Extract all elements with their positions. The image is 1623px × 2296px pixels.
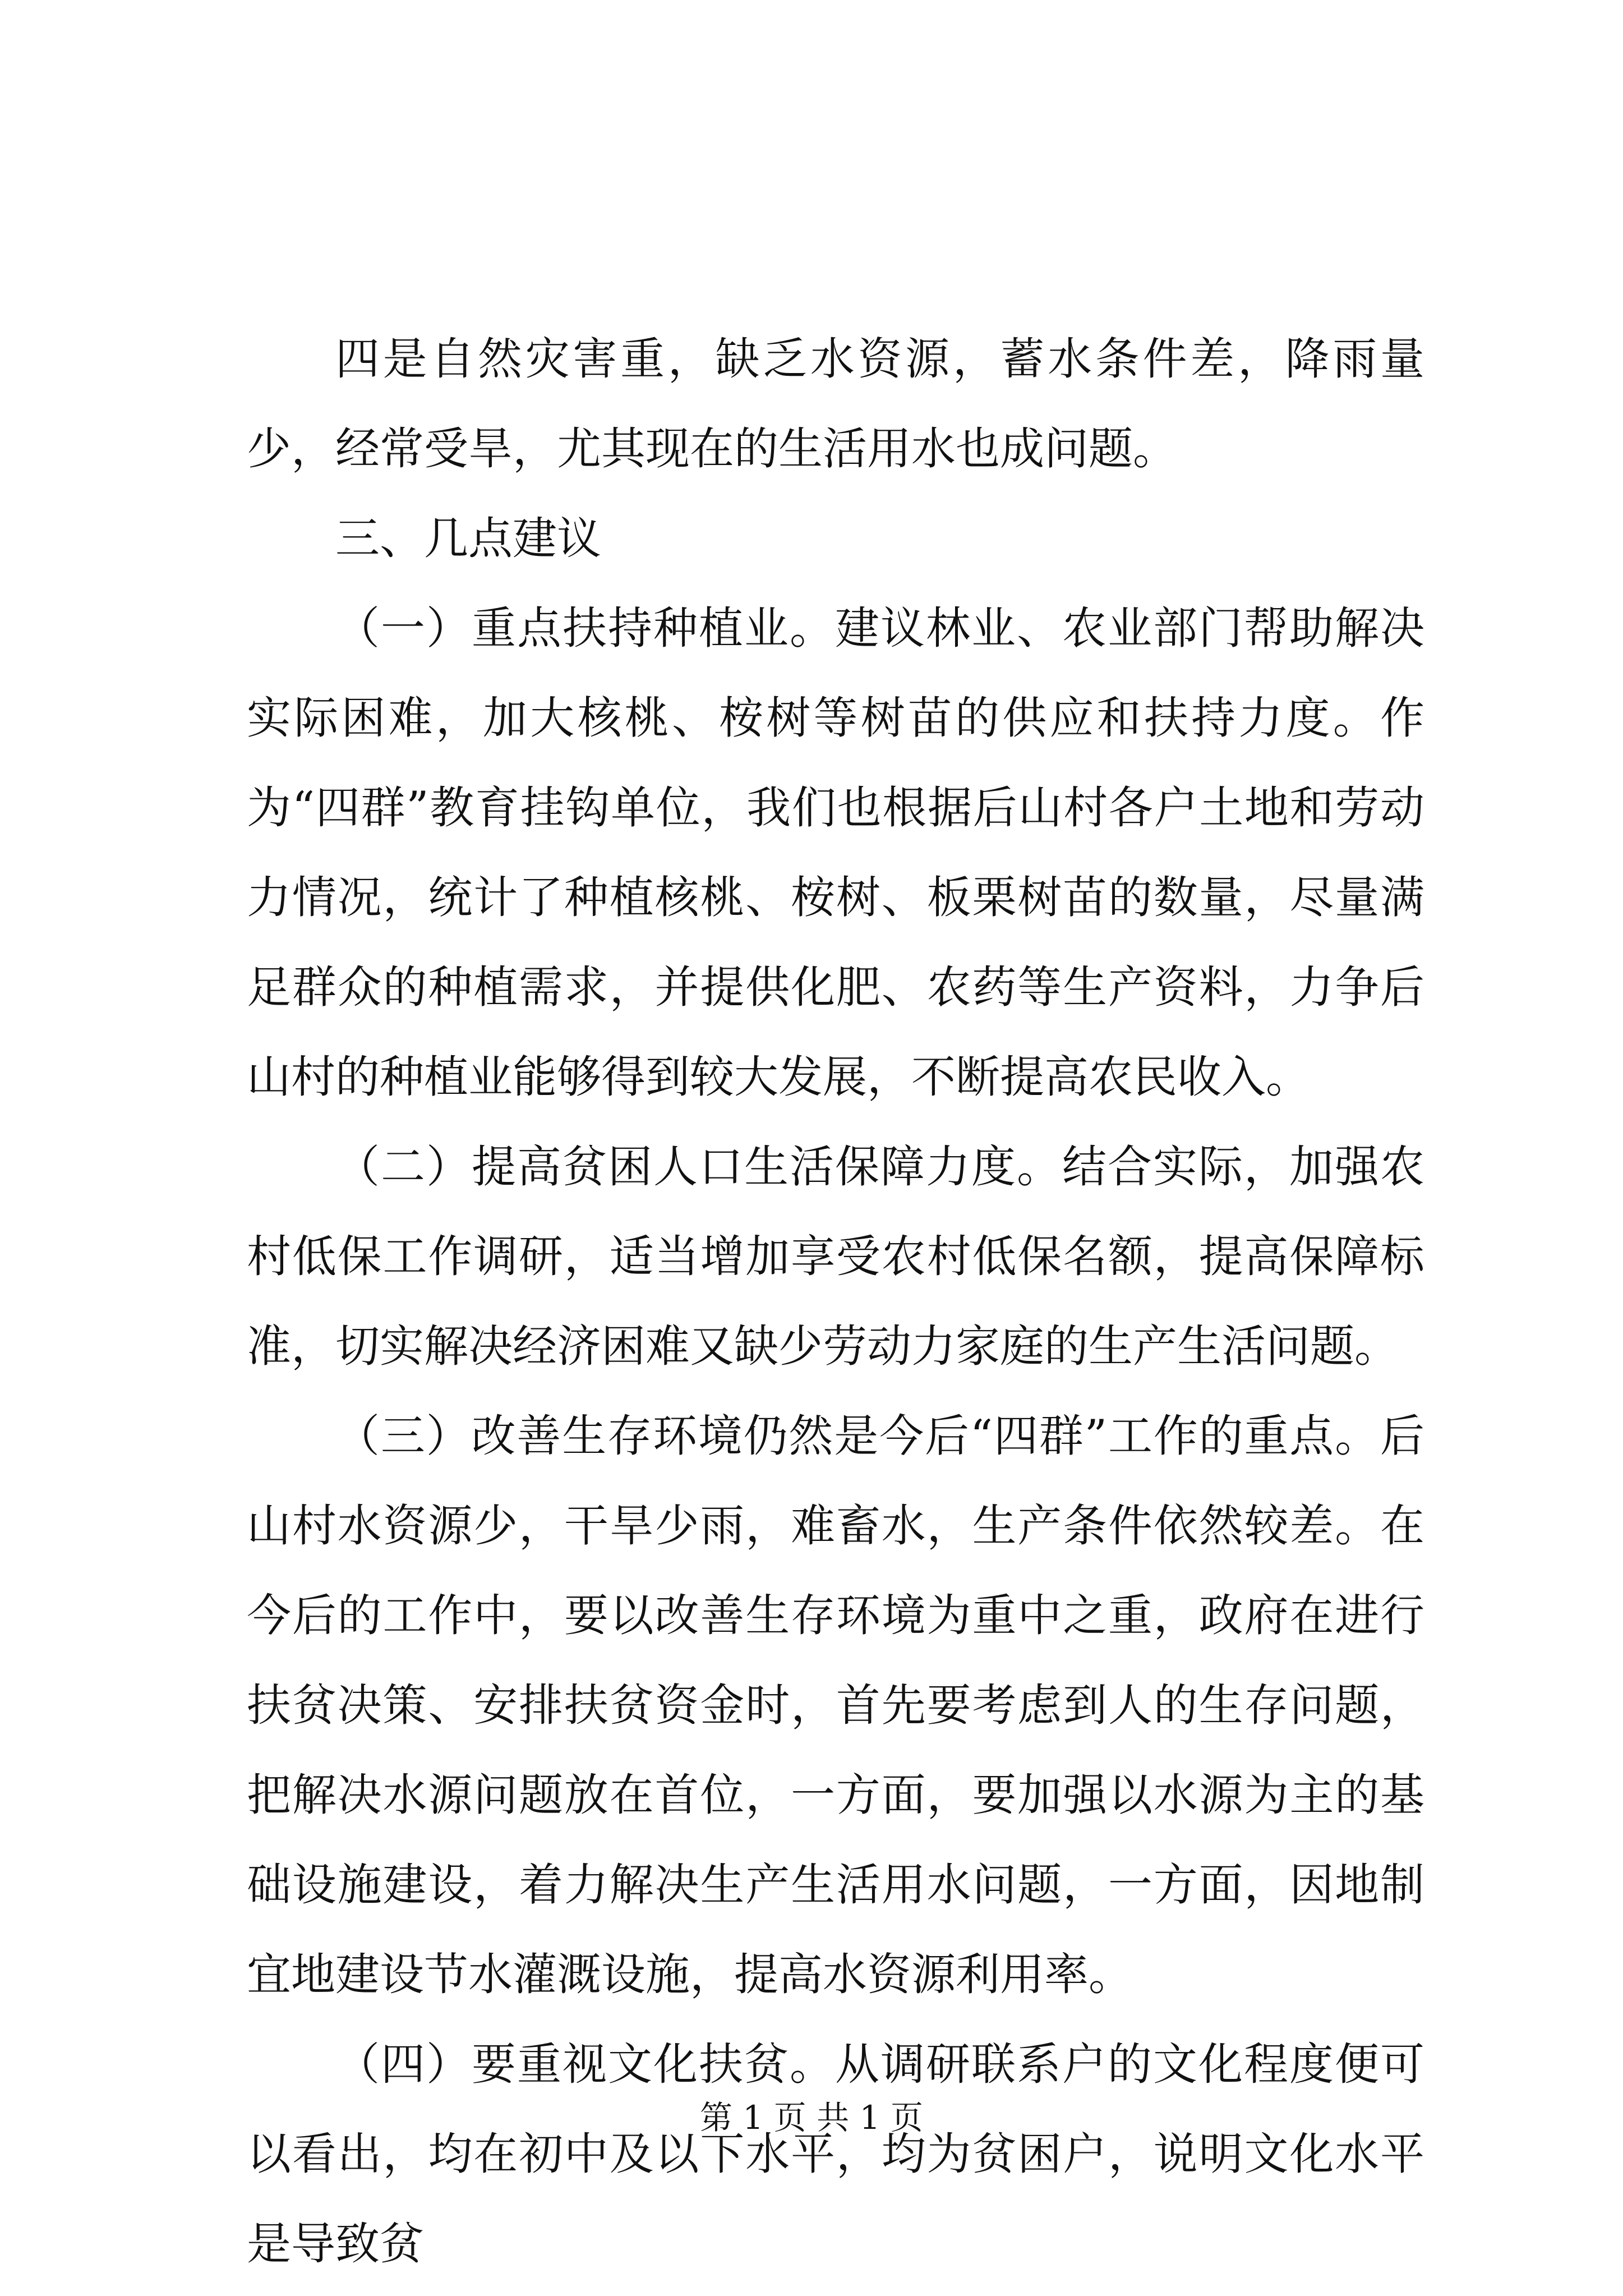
document-body — [247, 314, 1424, 2289]
section-heading-suggestions: 三、几点建议 — [335, 513, 601, 564]
paragraph-suggestion-2: （二）提高贫困人口生活保障力度。结合实际，加强农村低保工作调研，适当增加享受农村低保名额，提高保障标准，切实解决经济困难又缺少劳动力家庭的生产生活问题。 — [247, 1141, 1424, 1372]
paragraph-suggestion-3: （三）改善生存环境仍然是今后“四群”工作的重点。后山村水资源少，干旱少雨，难畜水，生产条件依然较差。在今后的工作中，要以改善生存环境为重中之重，政府在进行扶贫决策、安排扶贫资金时，首先要考虑到人的生存问题，把解决水源问题放在首位，一方面，要加强以水源为主的基础设施建设，着力解决生产生活用水问题，一方面，因地制宜地建设节水灌溉设施，提高水资源利用率。 — [247, 1410, 1424, 2000]
paragraph-natural-disasters: 四是自然灾害重，缺乏水资源，蓄水条件差，降雨量少，经常受旱，尤其现在的生活用水也成问题。 — [247, 333, 1424, 475]
paragraph-suggestion-4: （四）要重视文化扶贫。从调研联系户的文化程度便可以看出，均在初中及以下水平，均为贫困户，说明文化水平是导致贫 — [247, 2039, 1424, 2270]
paragraph-suggestion-1: （一）重点扶持种植业。建议林业、农业部门帮助解决实际困难，加大核桃、桉树等树苗的供应和扶持力度。作为“四群”教育挂钩单位，我们也根据后山村各户土地和劳动力情况，统计了种植核桃、桉树、板栗树苗的数量，尽量满足群众的种植需求，并提供化肥、农药等生产资料，力争后山村的种植业能够得到较大发展，不断提高农民收入。 — [247, 602, 1424, 1103]
page-footer: 第 1 页 共 1 页 — [700, 2099, 923, 2137]
